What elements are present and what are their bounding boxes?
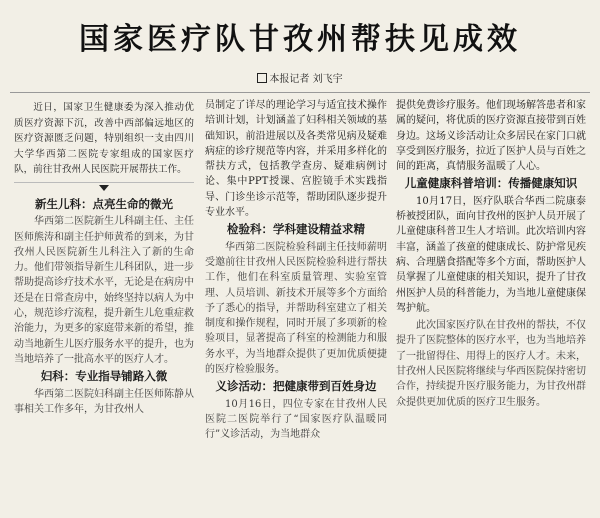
triangle-marker-icon	[99, 185, 109, 191]
paragraph-clinic: 10月16日，四位专家在甘孜州人民医院二医院举行了“国家医疗队温暖同行”义诊活动，为当地群众	[205, 398, 387, 441]
paragraph-clinic-cont: 提供免费诊疗服务。他们现场解答患者和家属的疑问，将优质的医疗资源直接带到百姓身边。这场义诊活动让众多居民在家门口就享受到医疗服务，拉近了医护人员与百姓之间的距离，真情服务温暖了人心。	[396, 100, 586, 173]
column-3	[396, 98, 586, 516]
header-rule	[10, 92, 590, 93]
subheading-clinic: 义诊活动：把健康带到百姓身边	[215, 379, 377, 394]
subheading-gynecology: 妇科：专业指导铺路入微	[40, 369, 168, 384]
headline: 国家医疗队甘孜州帮扶见成效	[79, 22, 521, 57]
subheading-neonatal: 新生儿科：点亮生命的微光	[35, 196, 173, 211]
paragraph-children: 10月17日，医疗队联合华西二院康泰桥被授团队，面向甘孜州的医护人员开展了儿童健康科普卫生人才培训。此次培训内容丰富，涵盖了孩童的健康成长、防护常见疾病、合理膳食搭配等多个方面，帮助医护人员掌握了儿童健康的相关知识，提升了甘孜州医护人员的科普能力，为当地儿童健康保驾护航。	[396, 195, 586, 314]
paragraph-neonatal: 华西第二医院新生儿科副主任、主任医师熊涛和副主任护师黄希的到来，为甘孜州人民医院新生儿科注入了新的生命力。他们带领指导新生儿科团队，进一步帮助提高诊疗技术水平，无论是在病房中还是在日常查房中，始终坚持以病人为中心，规范诊疗流程，提升新生儿危重症救治能力，为更多的家庭带来新的希望，推动当地新生儿医疗服务水平的提升，也为当地培养了一批高水平的医疗人才。	[14, 216, 194, 365]
paragraph-gynecology: 华西第二医院妇科副主任医师陈静从事相关工作多年，为甘孜州人	[14, 388, 194, 415]
paragraph-closing: 此次国家医疗队在甘孜州的帮扶，不仅提升了医院整体的医疗水平，也为当地培养了一批留得住、用得上的医疗人才。未来，甘孜州人民医院将继续与华西医院保持密切合作，持续提升医疗服务能力，为甘孜州群众提供更加优质的医疗卫生服务。	[396, 320, 586, 408]
paragraph-lab: 华西第二医院检验科副主任技师薪明受邀前往甘孜州人民医院检验科进行帮扶工作，他们在科室质量管理、实验室管理、人员培训、新技术开展等多个方面给予了悉心的指导，并帮助科室建立了相关制度和操作规程，同时开展了多项新的检验项目，显著提高了科室的检测能力和服务水平，为当地群众提供了更加优质便捷的医疗检验服务。	[205, 241, 387, 376]
paragraph-gynecology-cont: 员制定了详尽的理论学习与适宜技术操作培训计划，计划涵盖了妇科相关领域的基础知识，前沿进展以及各类常见病及疑难病症的诊疗规范等内容，并采用多样化的帮扶方式，包括教学查房、疑难病例讨论、集中PPT授课、宫腔镜手术实践指导、门诊坐诊示范等，帮助团队逐步提升专业水平。	[205, 100, 387, 219]
lead-paragraph: 近日，国家卫生健康委为深入推动优质医疗资源下沉，改善中西部偏远地区的医疗资源匮乏问题，特别组织一支由四川大学华西第二医院专家组成的国家医疗队，前往甘孜州人民医院开展帮扶工作。	[14, 100, 194, 183]
byline-box-icon	[257, 73, 267, 83]
subheading-lab: 检验科：学科建设精益求精	[227, 222, 365, 237]
column-2	[205, 98, 387, 516]
byline	[0, 70, 600, 85]
subheading-children: 儿童健康科普培训：传播健康知识	[404, 176, 578, 191]
column-1	[14, 100, 194, 518]
byline-text: 本报记者 刘飞宇	[269, 74, 343, 85]
